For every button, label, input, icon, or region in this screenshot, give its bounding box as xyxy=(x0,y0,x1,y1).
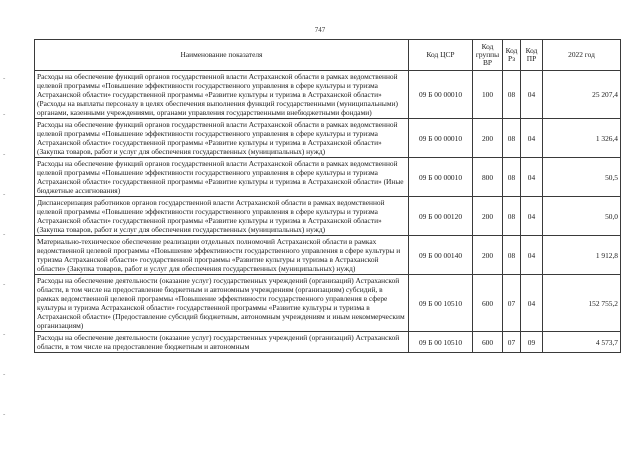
row-rz: 07 xyxy=(503,332,521,353)
row-rz: 08 xyxy=(503,197,521,236)
row-vr: 200 xyxy=(473,197,503,236)
row-csr: 09 Б 00 00140 xyxy=(409,236,473,275)
table-row xyxy=(35,71,621,119)
page-number: 747 xyxy=(314,26,326,34)
table-row xyxy=(35,158,621,197)
row-vr: 100 xyxy=(473,71,503,119)
header-name: Наименование показателя xyxy=(35,40,409,71)
row-amount: 50,5 xyxy=(543,158,621,197)
row-name: Диспансеризация работников органов государственной власти Астраханской области в рамках ведомственной целевой программы «Повышение эффективности государственного управления в сфере культуры и туризма Астраханской области» государственной программы «Развитие культуры и туризма в Астраханской области» (Закупка товаров, работ и услуг для обеспечения государственных (муниципальных) нужд) xyxy=(35,197,409,236)
margin-mark: - xyxy=(3,190,6,198)
row-name: Расходы на обеспечение функций органов государственной власти Астраханской области в рамках ведомственной целевой программы «Повышение эффективности государственного управления в сфере культуры и туризма Астраханской области» государственной программы «Развитие культуры и туризма в Астраханской области» (Закупка товаров, работ и услуг для обеспечения государственных (муниципальных) нужд) xyxy=(35,119,409,158)
row-pr: 04 xyxy=(521,71,543,119)
row-amount: 50,0 xyxy=(543,197,621,236)
row-vr: 600 xyxy=(473,275,503,332)
row-amount: 1 326,4 xyxy=(543,119,621,158)
row-csr: 09 Б 00 10510 xyxy=(409,275,473,332)
margin-mark: - xyxy=(3,150,6,158)
table-row xyxy=(35,197,621,236)
margin-mark: - xyxy=(3,110,6,118)
row-csr: 09 Б 00 00120 xyxy=(409,197,473,236)
margin-mark: - xyxy=(3,410,6,418)
margin-mark: - xyxy=(3,74,6,82)
header-rz: Код Рз xyxy=(503,40,521,71)
row-csr: 09 Б 00 00010 xyxy=(409,158,473,197)
margin-mark: - xyxy=(3,230,6,238)
row-amount: 152 755,2 xyxy=(543,275,621,332)
table-row xyxy=(35,119,621,158)
row-rz: 08 xyxy=(503,236,521,275)
row-csr: 09 Б 00 00010 xyxy=(409,71,473,119)
row-pr: 09 xyxy=(521,332,543,353)
row-vr: 600 xyxy=(473,332,503,353)
row-amount: 1 912,8 xyxy=(543,236,621,275)
row-name: Расходы на обеспечение функций органов государственной власти Астраханской области в рамках ведомственной целевой программы «Повышение эффективности государственного управления в сфере культуры и туризма Астраханской области» государственной программы «Развитие культуры и туризма в Астраханской области» (Иные бюджетные ассигнования) xyxy=(35,158,409,197)
row-amount: 25 207,4 xyxy=(543,71,621,119)
row-csr: 09 Б 00 00010 xyxy=(409,119,473,158)
row-vr: 200 xyxy=(473,119,503,158)
row-pr: 04 xyxy=(521,119,543,158)
row-pr: 04 xyxy=(521,197,543,236)
header-vr: Код группы ВР xyxy=(473,40,503,71)
margin-mark: - xyxy=(3,330,6,338)
budget-table xyxy=(34,39,621,353)
table-row xyxy=(35,332,621,353)
row-amount: 4 573,7 xyxy=(543,332,621,353)
margin-mark: - xyxy=(3,280,6,288)
table-row xyxy=(35,275,621,332)
table-header-row xyxy=(35,40,621,71)
row-rz: 08 xyxy=(503,119,521,158)
row-vr: 800 xyxy=(473,158,503,197)
row-csr: 09 Б 00 10510 xyxy=(409,332,473,353)
margin-mark: - xyxy=(3,370,6,378)
header-pr: Код ПР xyxy=(521,40,543,71)
row-rz: 08 xyxy=(503,158,521,197)
table-row xyxy=(35,236,621,275)
row-rz: 07 xyxy=(503,275,521,332)
row-vr: 200 xyxy=(473,236,503,275)
row-pr: 04 xyxy=(521,158,543,197)
row-name: Расходы на обеспечение деятельности (оказание услуг) государственных учреждений (организаций) Астраханской области, в том числе на предоставление бюджетным и автономным учреждениям (организациям) субсидий, в рамках ведомственной целевой программы «Повышение эффективности государственного управления в сфере культуры и туризма Астраханской области» государственной программы «Развитие культуры и туризма в Астраханской области» (Предоставление субсидий бюджетным, автономным учреждениям и иным некоммерческим организациям) xyxy=(35,275,409,332)
row-rz: 08 xyxy=(503,71,521,119)
row-name: Расходы на обеспечение деятельности (оказание услуг) государственных учреждений (организаций) Астраханской области, в том числе на предоставление бюджетным и автономным xyxy=(35,332,409,353)
row-pr: 04 xyxy=(521,236,543,275)
header-csr: Код ЦСР xyxy=(409,40,473,71)
header-year: 2022 год xyxy=(543,40,621,71)
row-pr: 04 xyxy=(521,275,543,332)
row-name: Расходы на обеспечение функций органов государственной власти Астраханской области в рамках ведомственной целевой программы «Повышение эффективности государственного управления в сфере культуры и туризма Астраханской области» государственной программы «Развитие культуры и туризма в Астраханской области» (Расходы на выплаты персоналу в целях обеспечения выполнения функций государственными (муниципальными) органами, казенными учреждениями, органами управления государственными внебюджетными фондами) xyxy=(35,71,409,119)
row-name: Материально-техническое обеспечение реализации отдельных полномочий Астраханской области в рамках ведомственной целевой программы «Повышение эффективности государственного управления в сфере культуры и туризма Астраханской области» государственной программы «Развитие культуры и туризма в Астраханской области» (Закупка товаров, работ и услуг для обеспечения государственных (муниципальных) нужд) xyxy=(35,236,409,275)
